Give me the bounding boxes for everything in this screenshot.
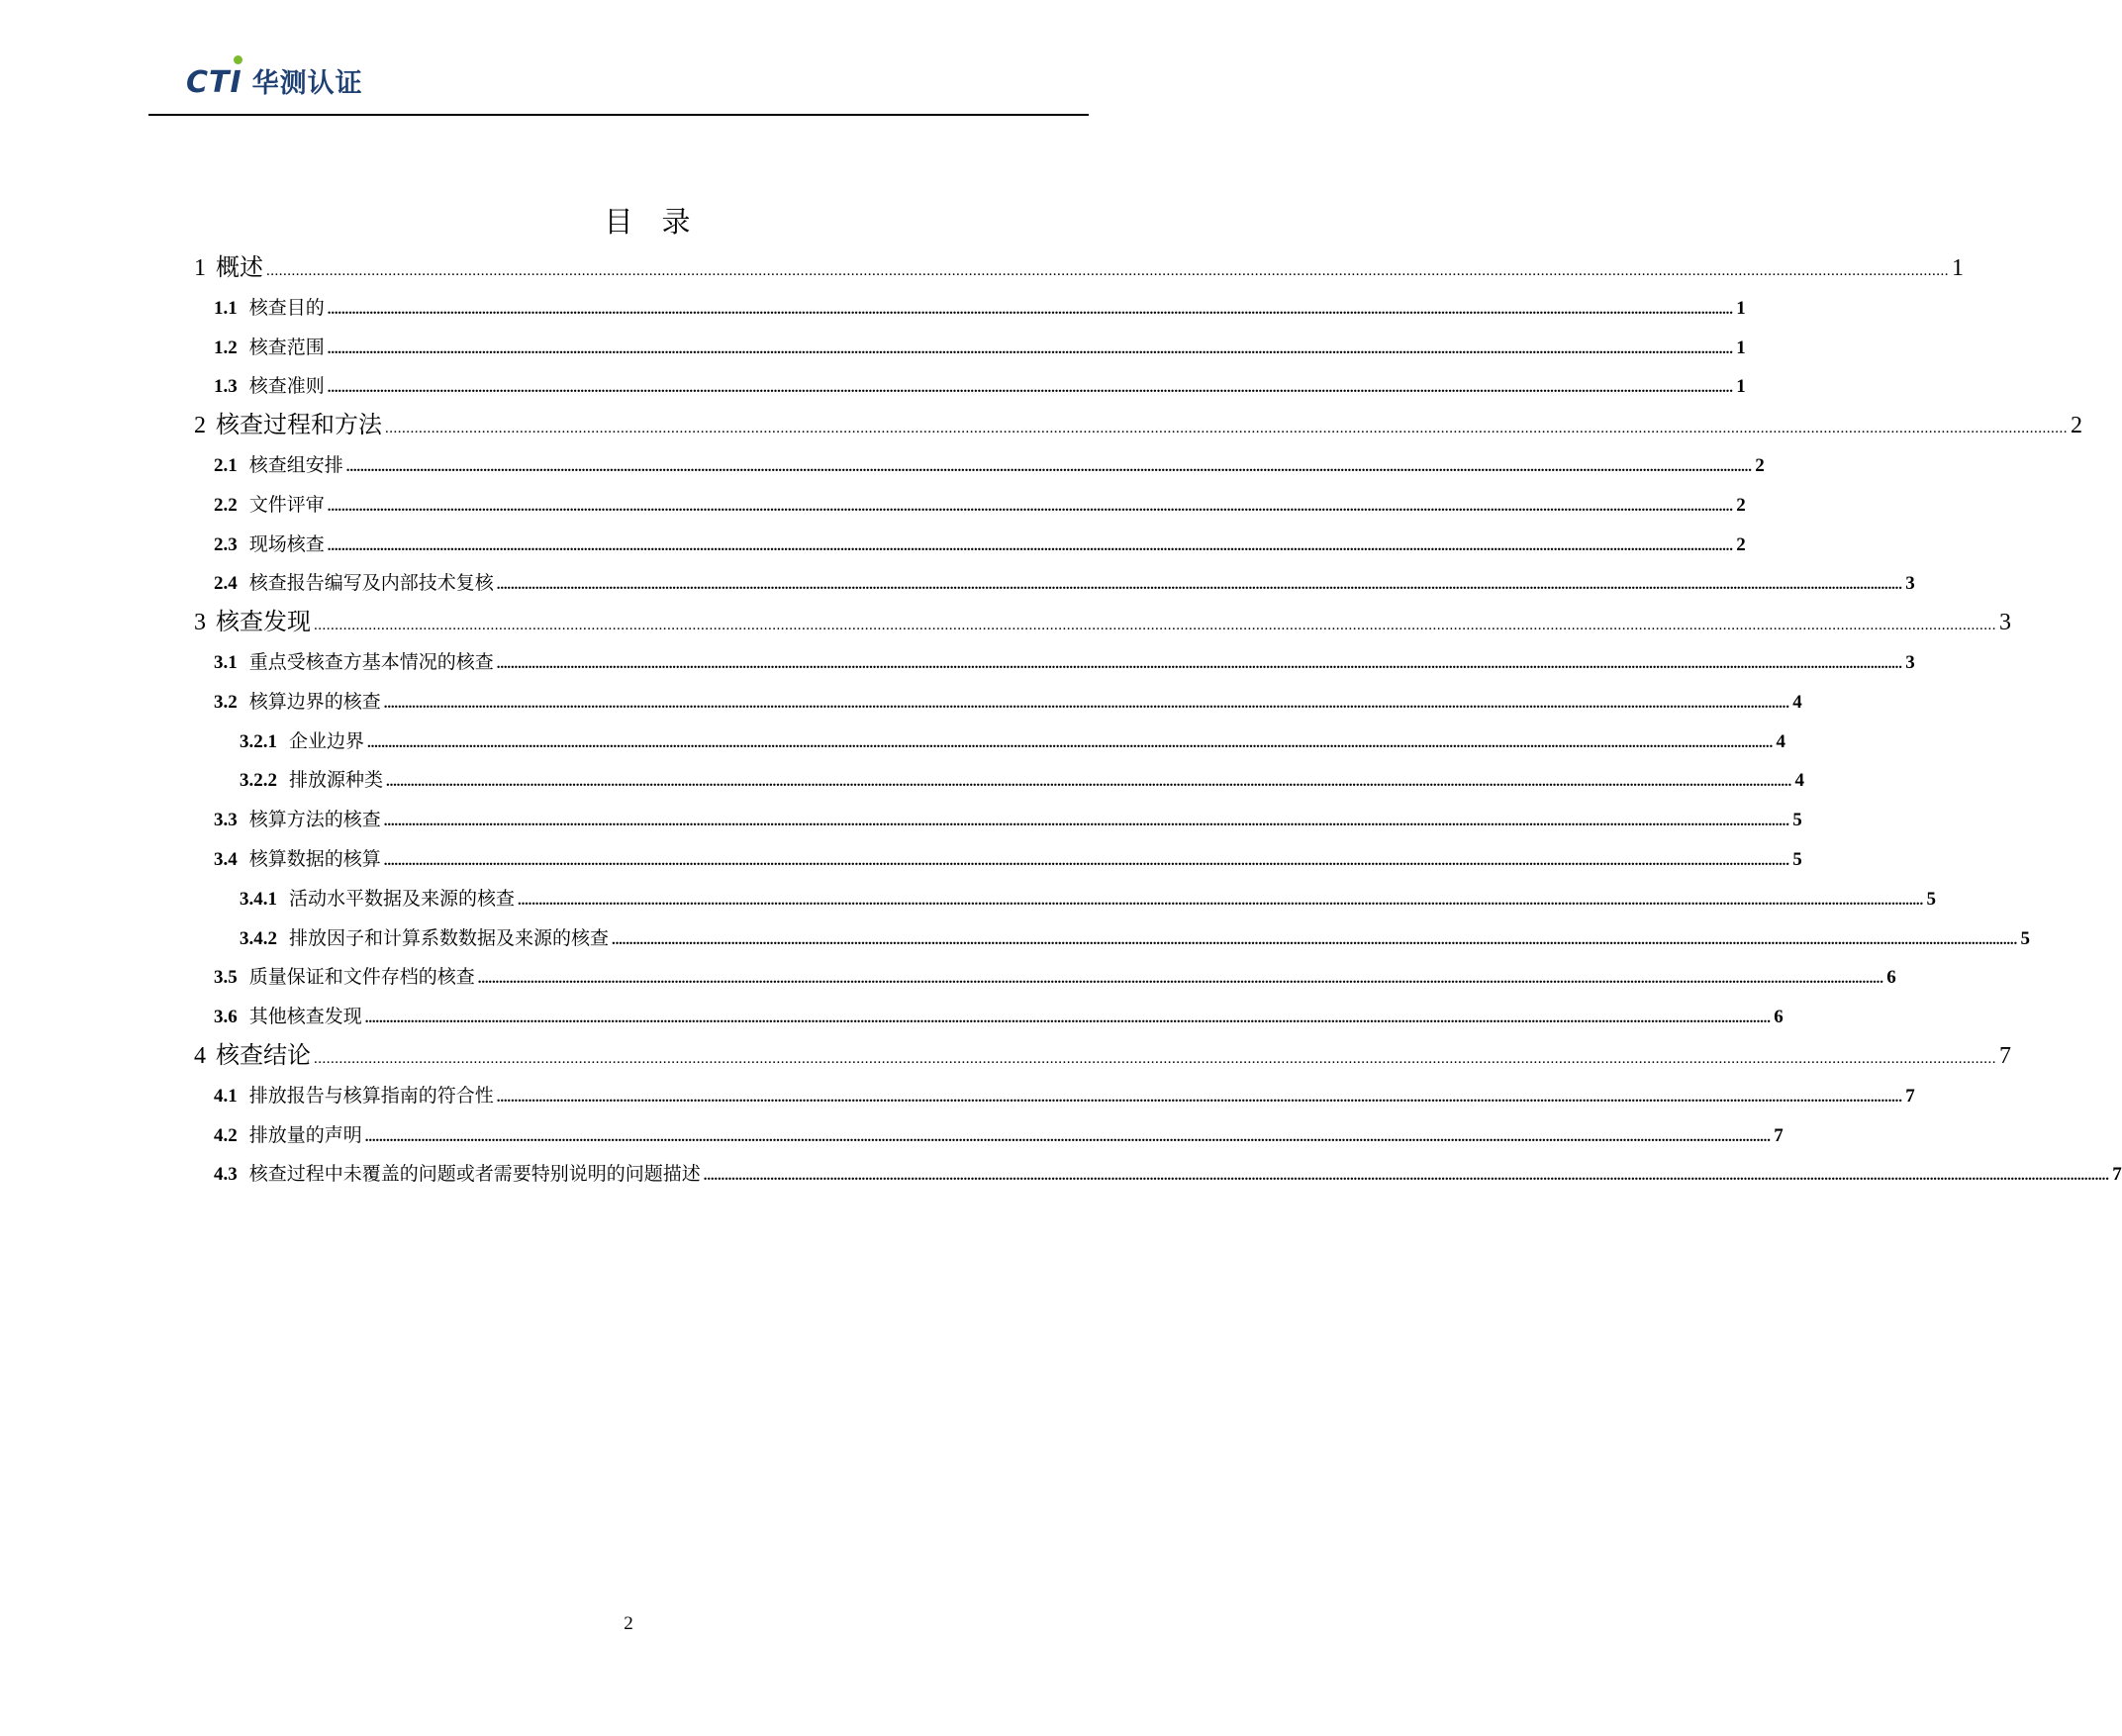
toc-leader-dots: ................................................................................................................................................................................................................................................................................................................................................................................................................ [327, 301, 1733, 318]
toc-entry[interactable] [194, 1037, 2011, 1077]
toc-entry[interactable] [194, 564, 1915, 604]
toc-leader-dots: ................................................................................................................................................................................................................................................................................................................................................................................................................ [383, 814, 1789, 830]
toc-entry-label: 核查目的 [248, 297, 325, 319]
toc-entry-label: 活动水平数据及来源的核查 [289, 888, 516, 910]
toc-entry[interactable] [194, 526, 1746, 565]
toc-entry[interactable] [194, 1116, 1784, 1156]
toc-leader-dots: ................................................................................................................................................................................................................................................................................................................................................................................................................ [364, 1128, 1771, 1145]
toc-entry-number: 2.4 [214, 573, 238, 595]
toc-entry-label: 核算边界的核查 [248, 691, 381, 713]
toc-entry-number: 1.2 [214, 337, 238, 358]
toc-entry[interactable] [194, 1077, 1915, 1116]
toc-entry-number: 2.3 [214, 533, 238, 555]
toc-entry-page: 7 [1774, 1124, 1784, 1146]
toc-leader-dots: ................................................................................................................................................................................................................................................................................................................................................................................................................ [496, 655, 1902, 672]
toc-entry-label: 排放源种类 [289, 770, 384, 792]
toc-entry-number: 3.3 [214, 810, 238, 831]
toc-entry-label: 核查准则 [248, 376, 325, 398]
toc-entry[interactable] [194, 761, 1805, 801]
toc-entry-page: 1 [1736, 337, 1746, 358]
toc-entry-label: 现场核查 [248, 533, 325, 555]
toc-entry-label: 排放量的声明 [248, 1124, 362, 1146]
toc-leader-dots: ................................................................................................................................................................................................................................................................................................................................................................................................................ [266, 263, 1949, 279]
toc-entry[interactable] [194, 367, 1746, 407]
toc-title-text: 目 录 [604, 207, 691, 239]
toc-entry-label: 核查组安排 [248, 454, 343, 476]
toc-entry-number: 2 [194, 413, 206, 439]
toc-entry-number: 1.3 [214, 376, 238, 398]
toc-entry[interactable] [194, 446, 1765, 486]
cti-logo [186, 61, 363, 105]
toc-entry-page: 4 [1776, 730, 1786, 752]
toc-leader-dots: ................................................................................................................................................................................................................................................................................................................................................................................................................ [327, 380, 1733, 397]
toc-entry-number: 3.5 [214, 967, 238, 989]
toc-entry-number: 4 [194, 1042, 206, 1069]
toc-entry-number: 4.2 [214, 1124, 238, 1146]
toc-entry-number: 1.1 [214, 297, 238, 319]
toc-entry[interactable] [194, 801, 1802, 840]
toc-entry-number: 1 [194, 255, 206, 281]
toc-entry-page: 5 [1792, 810, 1802, 831]
toc-entry[interactable] [194, 840, 1802, 880]
toc-title [0, 200, 1295, 241]
toc-entry-number: 3.2 [214, 691, 238, 713]
toc-entry-page: 7 [1905, 1085, 1915, 1107]
toc-entry-label: 重点受核查方基本情况的核查 [248, 651, 494, 673]
toc-entry-page: 4 [1792, 691, 1802, 713]
page-header [148, 51, 1089, 117]
toc-entry-page: 2 [1736, 494, 1746, 516]
toc-entry-page: 1 [1952, 255, 1964, 281]
toc-entry-page: 7 [1999, 1042, 2011, 1069]
toc-leader-dots: ................................................................................................................................................................................................................................................................................................................................................................................................................ [383, 695, 1789, 712]
toc-entry[interactable] [194, 1155, 2122, 1195]
toc-entry[interactable] [194, 880, 1937, 919]
toc-leader-dots: ................................................................................................................................................................................................................................................................................................................................................................................................................ [367, 734, 1774, 751]
toc-entry-page: 2 [1736, 533, 1746, 555]
toc-entry-label: 概述 [216, 255, 263, 281]
logo-accent-dot [234, 55, 242, 64]
toc-leader-dots: ................................................................................................................................................................................................................................................................................................................................................................................................................ [386, 774, 1792, 791]
toc-entry-number: 3.4.1 [240, 888, 277, 910]
toc-leader-dots: ................................................................................................................................................................................................................................................................................................................................................................................................................ [314, 618, 1996, 634]
logo-cjk-text: 华测认证 [251, 68, 363, 99]
toc-entry-page: 5 [2020, 927, 2031, 949]
toc-entry-number: 3 [194, 610, 206, 636]
logo-latin-text: CTI [186, 65, 242, 100]
toc-leader-dots: ................................................................................................................................................................................................................................................................................................................................................................................................................ [383, 852, 1789, 869]
toc-entry-number: 3.2.1 [240, 730, 277, 752]
toc-entry[interactable] [194, 958, 1896, 998]
toc-entry-number: 2.2 [214, 494, 238, 516]
toc-entry-label: 核算方法的核查 [248, 810, 381, 831]
toc-entry-page: 3 [1999, 610, 2011, 636]
toc-leader-dots: ................................................................................................................................................................................................................................................................................................................................................................................................................ [327, 340, 1733, 357]
toc-leader-dots: ................................................................................................................................................................................................................................................................................................................................................................................................................ [703, 1168, 2109, 1185]
toc-entry-label: 排放报告与核算指南的符合性 [248, 1085, 494, 1107]
toc-entry[interactable] [194, 723, 1786, 762]
toc-leader-dots: ................................................................................................................................................................................................................................................................................................................................................................................................................ [364, 1011, 1771, 1027]
toc-entry-page: 5 [1792, 848, 1802, 870]
toc-entry-page: 6 [1774, 1007, 1784, 1028]
toc-entry-label: 核查过程中未覆盖的问题或者需要特别说明的问题描述 [248, 1164, 701, 1186]
toc-entry-label: 质量保证和文件存档的核查 [248, 967, 475, 989]
toc-leader-dots: ................................................................................................................................................................................................................................................................................................................................................................................................................ [496, 577, 1902, 594]
toc-entry-page: 3 [1905, 573, 1915, 595]
toc-entry[interactable] [194, 407, 2082, 446]
toc-entry[interactable] [194, 289, 1746, 329]
toc-entry-label: 核查过程和方法 [216, 413, 382, 439]
toc-entry[interactable] [194, 249, 1964, 289]
toc-entry-page: 2 [2071, 413, 2082, 439]
toc-entry-label: 其他核查发现 [248, 1007, 362, 1028]
toc-entry-number: 3.4 [214, 848, 238, 870]
toc-leader-dots: ................................................................................................................................................................................................................................................................................................................................................................................................................ [345, 458, 1752, 475]
toc-leader-dots: ................................................................................................................................................................................................................................................................................................................................................................................................................ [612, 931, 2018, 948]
toc-entry[interactable] [194, 643, 1915, 683]
toc-entry[interactable] [194, 998, 1784, 1037]
toc-entry-label: 核查范围 [248, 337, 325, 358]
toc-entry-label: 核查结论 [216, 1042, 311, 1069]
header-divider [148, 114, 1089, 116]
toc-entry-label: 核查发现 [216, 610, 311, 636]
toc-entry-number: 3.6 [214, 1007, 238, 1028]
toc-entry-page: 5 [1926, 888, 1937, 910]
toc-entry-number: 3.4.2 [240, 927, 277, 949]
toc-entry-page: 1 [1736, 297, 1746, 319]
toc-entry[interactable] [194, 486, 1746, 526]
toc-entry-page: 7 [2112, 1164, 2122, 1186]
toc-entry-label: 文件评审 [248, 494, 325, 516]
page-number: 2 [624, 1613, 633, 1634]
toc-leader-dots: ................................................................................................................................................................................................................................................................................................................................................................................................................ [496, 1089, 1902, 1106]
toc-entry-label: 排放因子和计算系数数据及来源的核查 [289, 927, 610, 949]
toc-entry-number: 2.1 [214, 454, 238, 476]
table-of-contents [194, 249, 2122, 1195]
toc-entry-number: 4.3 [214, 1164, 238, 1186]
toc-leader-dots: ................................................................................................................................................................................................................................................................................................................................................................................................................ [518, 892, 1924, 909]
toc-entry[interactable] [194, 683, 1802, 723]
toc-entry-page: 1 [1736, 376, 1746, 398]
toc-entry-number: 3.2.2 [240, 770, 277, 792]
toc-entry[interactable] [194, 919, 2031, 959]
toc-leader-dots: ................................................................................................................................................................................................................................................................................................................................................................................................................ [314, 1050, 1996, 1067]
toc-entry-label: 企业边界 [289, 730, 365, 752]
toc-leader-dots: ................................................................................................................................................................................................................................................................................................................................................................................................................ [477, 971, 1883, 988]
toc-entry-number: 4.1 [214, 1085, 238, 1107]
toc-entry-page: 6 [1886, 967, 1896, 989]
toc-entry[interactable] [194, 604, 2011, 643]
toc-leader-dots: ................................................................................................................................................................................................................................................................................................................................................................................................................ [327, 498, 1733, 515]
toc-entry-page: 2 [1755, 454, 1765, 476]
toc-entry-page: 3 [1905, 651, 1915, 673]
toc-leader-dots: ................................................................................................................................................................................................................................................................................................................................................................................................................ [327, 537, 1733, 554]
toc-entry[interactable] [194, 329, 1746, 368]
toc-leader-dots: ................................................................................................................................................................................................................................................................................................................................................................................................................ [385, 421, 2068, 437]
toc-entry-label: 核查报告编写及内部技术复核 [248, 573, 494, 595]
toc-entry-label: 核算数据的核算 [248, 848, 381, 870]
toc-entry-number: 3.1 [214, 651, 238, 673]
toc-entry-page: 4 [1794, 770, 1805, 792]
